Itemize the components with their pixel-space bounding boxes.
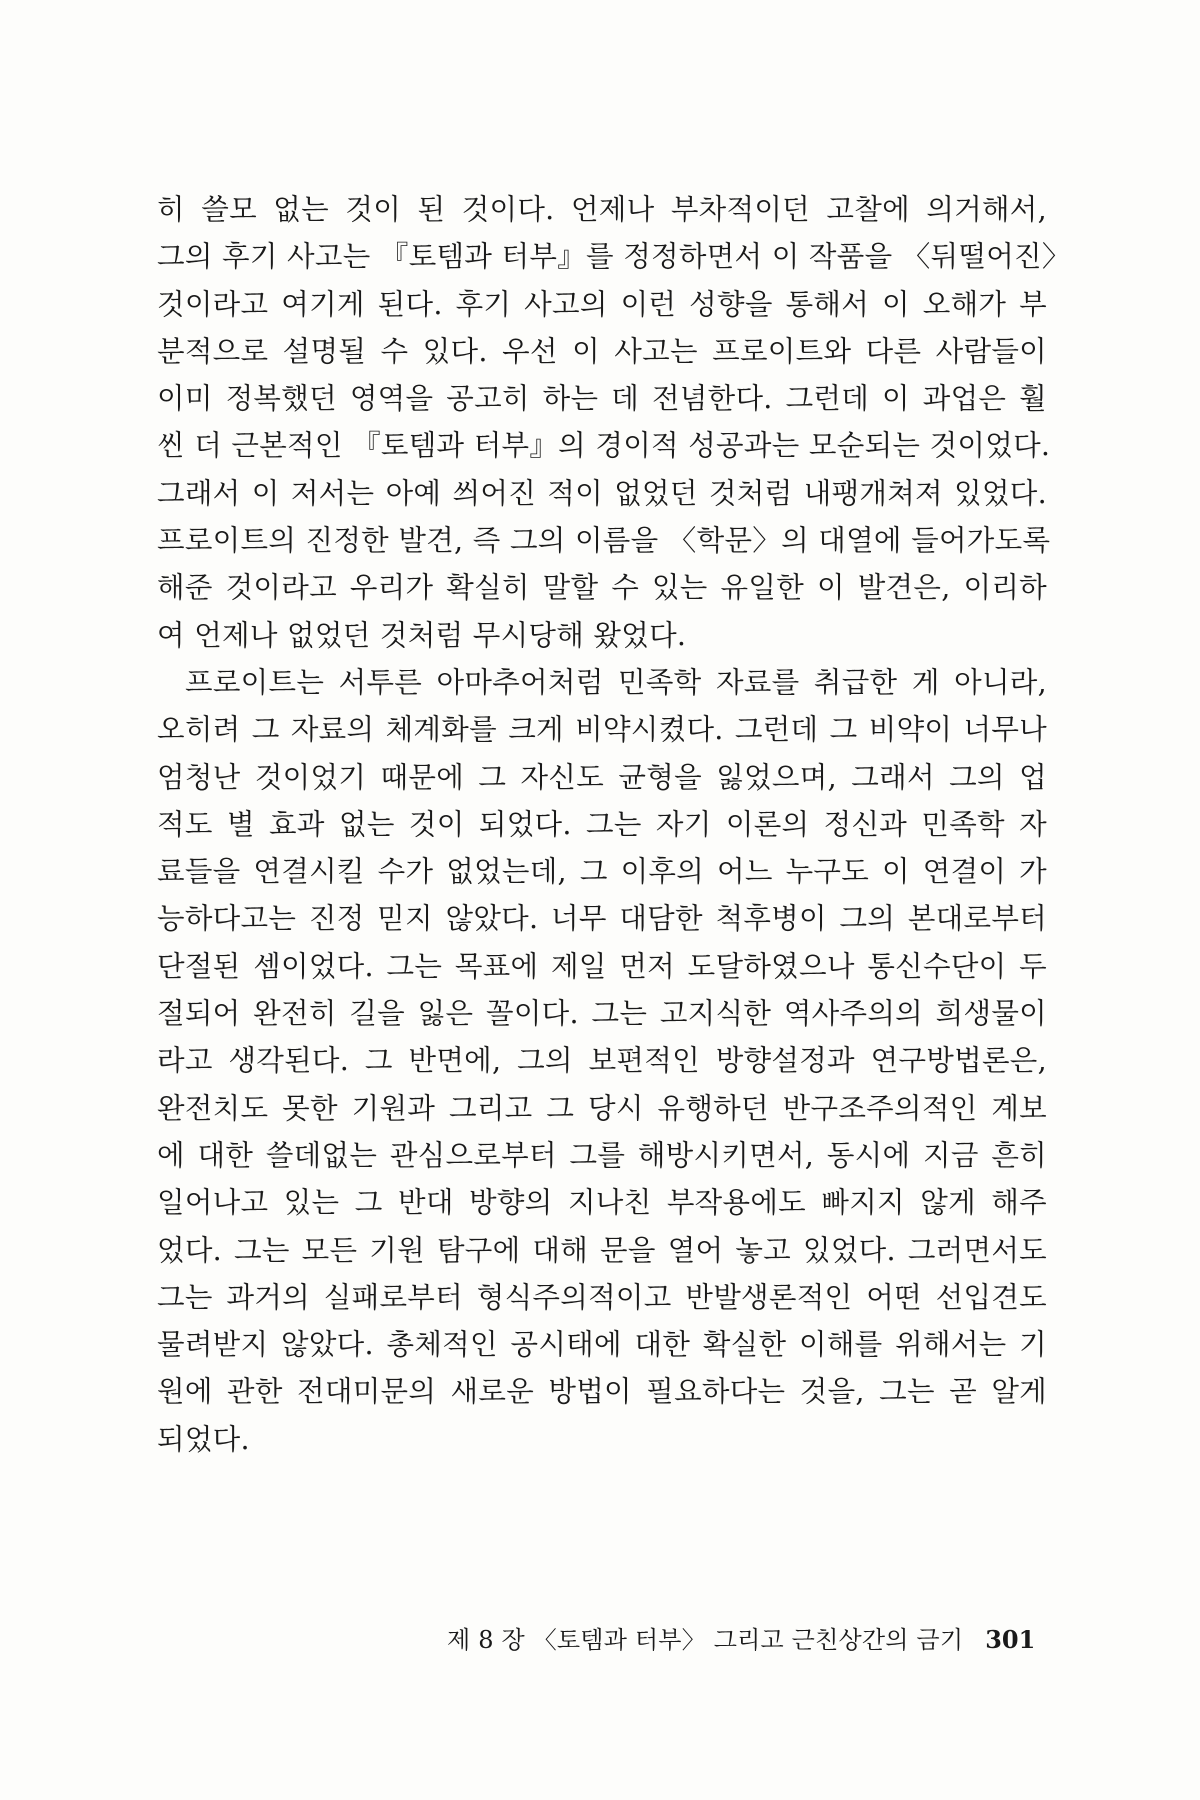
text-line: 오히려 그 자료의 체계화를 크게 비약시켰다. 그런데 그 비약이 너무나	[157, 713, 1047, 747]
text-line: 이미 정복했던 영역을 공고히 하는 데 전념한다. 그런데 이 과업은 훨	[157, 382, 1047, 416]
text-line: 엄청난 것이었기 때문에 그 자신도 균형을 잃었으며, 그래서 그의 업	[157, 760, 1047, 794]
text-line: 분적으로 설명될 수 있다. 우선 이 사고는 프로이트와 다른 사람들이	[157, 334, 1047, 368]
text-line: 능하다고는 진정 믿지 않았다. 너무 대담한 척후병이 그의 본대로부터	[157, 902, 1047, 936]
text-line: 에 대한 쓸데없는 관심으로부터 그를 해방시키면서, 동시에 지금 흔히	[157, 1138, 1047, 1172]
page-number: 301	[985, 1625, 1036, 1654]
body-text	[157, 186, 1071, 1463]
text-line: 일어나고 있는 그 반대 방향의 지나친 부작용에도 빠지지 않게 해주	[157, 1186, 1047, 1220]
text-line: 절되어 완전히 길을 잃은 꼴이다. 그는 고지식한 역사주의의 희생물이	[157, 997, 1047, 1031]
text-line: 프로이트의 진정한 발견, 즉 그의 이름을 〈학문〉의 대열에 들어가도록	[157, 524, 1051, 558]
text-line: 적도 별 효과 없는 것이 되었다. 그는 자기 이론의 정신과 민족학 자	[157, 807, 1047, 841]
text-line: 라고 생각된다. 그 반면에, 그의 보편적인 방향설정과 연구방법론은,	[157, 1044, 1047, 1078]
text-line: 물려받지 않았다. 총체적인 공시태에 대한 확실한 이해를 위해서는 기	[157, 1328, 1047, 1362]
text-line: 그래서 이 저서는 아예 씌어진 적이 없었던 것처럼 내팽개쳐져 있었다.	[157, 476, 1047, 510]
text-line: 완전치도 못한 기원과 그리고 그 당시 유행하던 반구조주의적인 계보	[157, 1091, 1047, 1125]
text-line: 그는 과거의 실패로부터 형식주의적이고 반발생론적인 어떤 선입견도	[157, 1280, 1047, 1314]
text-line: 원에 관한 전대미문의 새로운 방법이 필요하다는 것을, 그는 곧 알게	[157, 1375, 1047, 1409]
text-line: 프로이트는 서투른 아마추어처럼 민족학 자료를 취급한 게 아니라,	[185, 665, 1047, 699]
text-line: 히 쓸모 없는 것이 된 것이다. 언제나 부차적이던 고찰에 의거해서,	[157, 193, 1047, 226]
text-line: 었다. 그는 모든 기원 탐구에 대해 문을 열어 놓고 있었다. 그러면서도	[157, 1233, 1047, 1267]
text-line: 단절된 셈이었다. 그는 목표에 제일 먼저 도달하였으나 통신수단이 두	[157, 949, 1047, 983]
text-line: 그의 후기 사고는 『토템과 터부』를 정정하면서 이 작품을 〈뒤떨어진〉	[157, 240, 1071, 274]
text-line: 되었다.	[157, 1422, 250, 1456]
text-line: 여 언제나 없었던 것처럼 무시당해 왔었다.	[157, 618, 687, 652]
text-line: 료들을 연결시킬 수가 없었는데, 그 이후의 어느 누구도 이 연결이 가	[157, 855, 1047, 889]
page-footer	[447, 1620, 1036, 1660]
text-line: 해준 것이라고 우리가 확실히 말할 수 있는 유일한 이 발견은, 이리하	[157, 571, 1047, 605]
text-line: 씬 더 근본적인 『토템과 터부』의 경이적 성공과는 모순되는 것이었다.	[157, 429, 1051, 463]
paragraph-1	[157, 186, 1071, 659]
text-line: 것이라고 여기게 된다. 후기 사고의 이런 성향을 통해서 이 오해가 부	[157, 287, 1047, 321]
running-title: 제 8 장 〈토템과 터부〉 그리고 근친상간의 금기	[447, 1626, 964, 1654]
paragraph-2	[157, 659, 1047, 1463]
